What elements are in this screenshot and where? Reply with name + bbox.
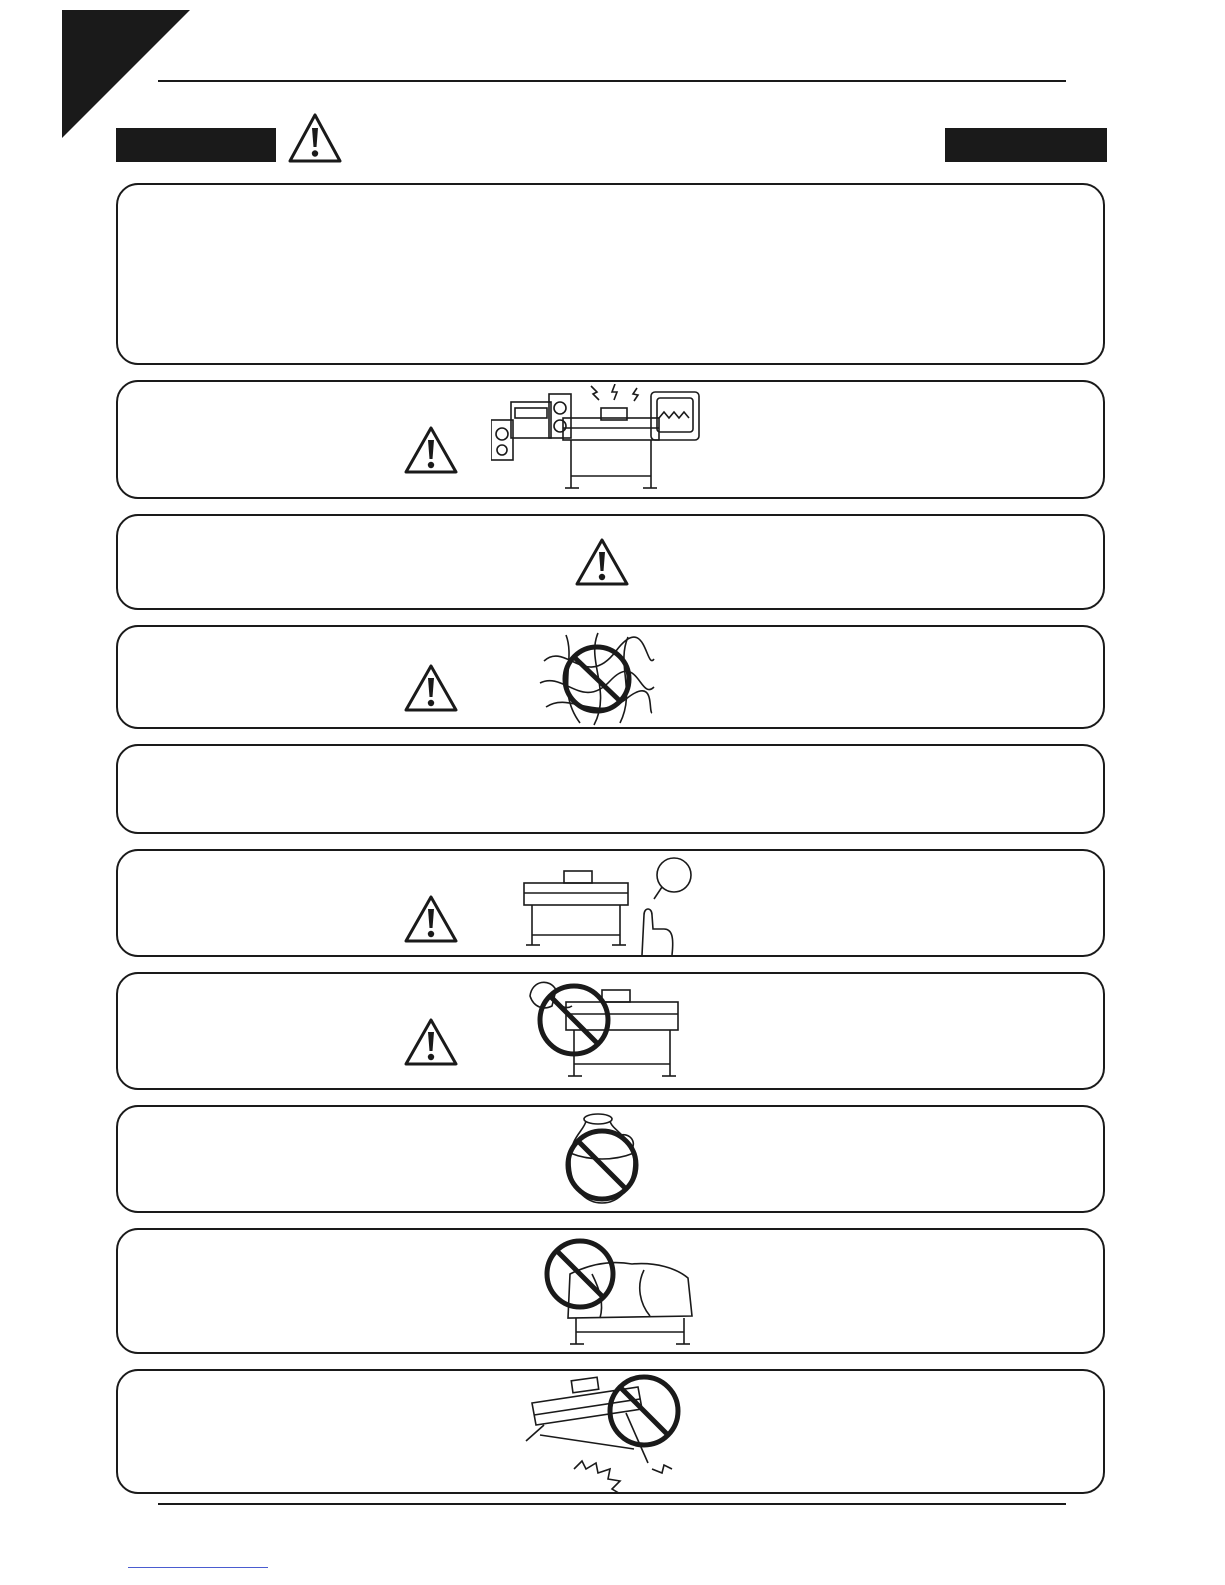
warning-triangle-icon — [403, 894, 459, 944]
falling-piano-prohibited-icon — [522, 1373, 684, 1493]
vase-prohibited-icon — [560, 1109, 644, 1209]
panel-caution-general — [116, 514, 1105, 610]
panel-interference — [116, 380, 1105, 499]
header-rule — [158, 80, 1066, 82]
footer-rule — [158, 1503, 1066, 1505]
section-label-bar-right — [945, 128, 1107, 162]
warning-triangle-icon — [403, 663, 459, 713]
section-label-bar-left — [116, 128, 276, 162]
corner-tab-icon — [62, 10, 190, 138]
panel-notice-plain — [116, 744, 1105, 834]
panel-no-cover — [116, 1228, 1105, 1354]
panel-no-liquids — [116, 972, 1105, 1090]
panel-cable-tangle — [116, 625, 1105, 729]
panel-intro — [116, 183, 1105, 365]
piano-with-stereo-and-tv-icon — [491, 384, 706, 496]
warning-triangle-icon — [574, 537, 630, 587]
page-reference-link[interactable] — [128, 1566, 268, 1568]
tangled-cables-prohibited-icon — [536, 631, 658, 727]
covered-piano-prohibited-icon — [540, 1234, 698, 1352]
warning-triangle-icon — [403, 1017, 459, 1067]
panel-no-tipping — [116, 1369, 1105, 1494]
panel-no-vase — [116, 1105, 1105, 1213]
panel-power-off — [116, 849, 1105, 957]
warning-triangle-icon — [287, 112, 343, 164]
warning-triangle-icon — [403, 425, 459, 475]
piano-and-pressing-finger-icon — [522, 855, 702, 957]
liquid-spill-prohibited-icon — [526, 976, 684, 1088]
